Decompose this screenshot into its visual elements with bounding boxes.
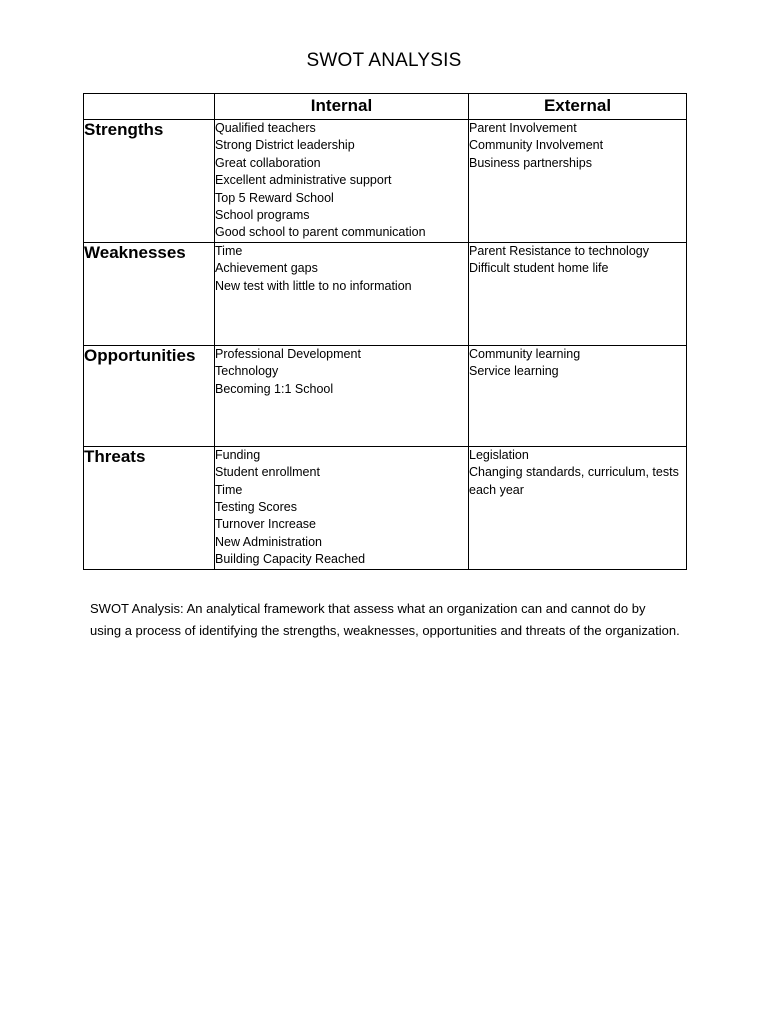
list-item: Becoming 1:1 School bbox=[215, 381, 334, 396]
table-row-threats bbox=[84, 446, 687, 569]
list-item: Achievement gaps bbox=[215, 261, 318, 276]
table-row-opportunities bbox=[84, 345, 687, 446]
list-item: Time bbox=[215, 482, 243, 497]
threats-internal-cell bbox=[215, 446, 469, 569]
table-row-strengths bbox=[84, 120, 687, 243]
strengths-external-cell bbox=[469, 120, 687, 243]
list-item: Qualified teachers bbox=[215, 121, 316, 135]
row-label-strengths: Strengths bbox=[84, 120, 215, 243]
list-item: Top 5 Reward School bbox=[215, 190, 334, 205]
row-label-opportunities: Opportunities bbox=[84, 345, 215, 446]
list-item: Turnover Increase bbox=[215, 517, 316, 532]
table-row-weaknesses bbox=[84, 242, 687, 345]
list-item: Parent Resistance to technology bbox=[469, 243, 649, 258]
threats-internal-list bbox=[215, 447, 468, 569]
opportunities-external-cell bbox=[469, 345, 687, 446]
list-item: Excellent administrative support bbox=[215, 173, 392, 188]
list-item: Strong District leadership bbox=[215, 138, 355, 153]
strengths-external-list bbox=[469, 120, 686, 172]
list-item: Testing Scores bbox=[215, 500, 297, 515]
threats-external-list bbox=[469, 447, 686, 499]
opportunities-internal-cell bbox=[215, 345, 469, 446]
table-corner-cell bbox=[84, 94, 215, 120]
list-item: Community learning bbox=[469, 346, 581, 361]
list-item: Difficult student home life bbox=[469, 261, 609, 276]
page-title: SWOT ANALYSIS bbox=[306, 50, 462, 71]
list-item: Funding bbox=[215, 447, 261, 462]
list-item: Building Capacity Reached bbox=[215, 552, 366, 567]
list-item: Student enrollment bbox=[215, 465, 320, 480]
weaknesses-internal-cell bbox=[215, 242, 469, 345]
table-header-row bbox=[84, 94, 687, 120]
list-item: Great collaboration bbox=[215, 155, 321, 170]
weaknesses-external-list bbox=[469, 243, 686, 278]
list-item: School programs bbox=[215, 208, 310, 223]
list-item: New test with little to no information bbox=[215, 278, 412, 293]
list-item: Service learning bbox=[469, 364, 559, 379]
list-item: Parent Involvement bbox=[469, 121, 577, 135]
weaknesses-external-cell bbox=[469, 242, 687, 345]
strengths-internal-list bbox=[215, 120, 468, 242]
strengths-internal-cell bbox=[215, 120, 469, 243]
threats-external-cell bbox=[469, 446, 687, 569]
column-header-external: External bbox=[469, 94, 687, 120]
list-item: Community Involvement bbox=[469, 138, 604, 153]
list-item: Technology bbox=[215, 364, 279, 379]
list-item: Business partnerships bbox=[469, 155, 592, 170]
list-item: New Administration bbox=[215, 534, 322, 549]
opportunities-external-list bbox=[469, 346, 686, 381]
definition-paragraph: SWOT Analysis: An analytical framework that assess what an organization can and cannot do by using a process of identifying the strengths, weaknesses, opportunities and threats of the organization. bbox=[90, 601, 680, 638]
column-header-internal: Internal bbox=[215, 94, 469, 120]
list-item: Changing standards, curriculum, tests each year bbox=[469, 465, 679, 497]
row-label-threats: Threats bbox=[84, 446, 215, 569]
list-item: Legislation bbox=[469, 447, 529, 462]
opportunities-internal-list bbox=[215, 346, 468, 398]
swot-table bbox=[83, 93, 687, 570]
list-item: Time bbox=[215, 243, 243, 258]
list-item: Professional Development bbox=[215, 346, 361, 361]
list-item: Good school to parent communication bbox=[215, 225, 426, 240]
row-label-weaknesses: Weaknesses bbox=[84, 242, 215, 345]
weaknesses-internal-list bbox=[215, 243, 468, 295]
